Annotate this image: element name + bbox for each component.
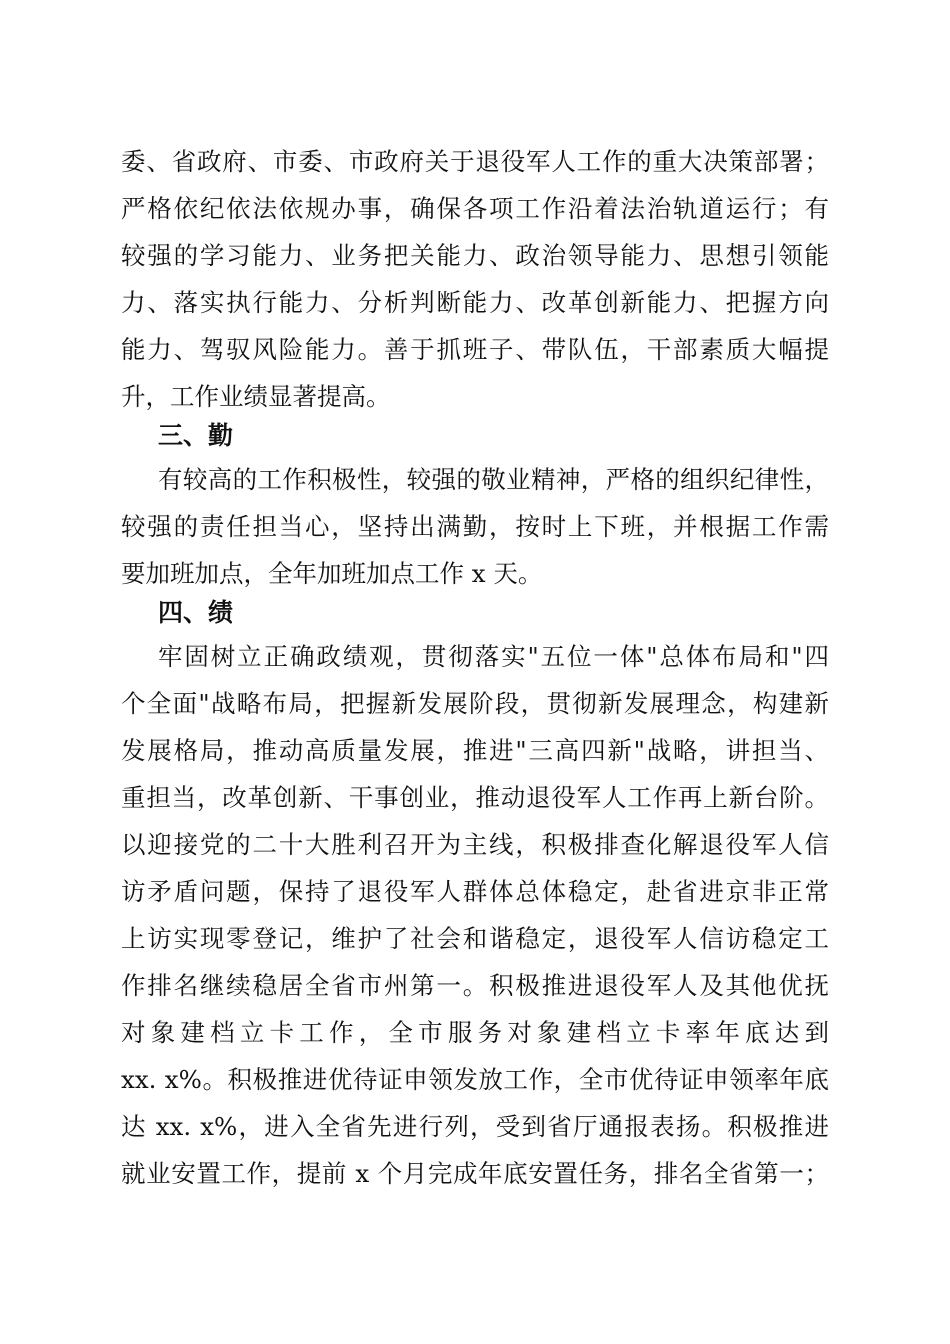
paragraph-line: 以迎接党的二十大胜利召开为主线，积极排查化解退役军人信 xyxy=(121,830,829,859)
paragraph-line: 访矛盾问题，保持了退役军人群体总体稳定，赴省进京非正常 xyxy=(121,877,829,906)
paragraph-line: 较强的学习能力、业务把关能力、政治领导能力、思想引领能 xyxy=(121,241,829,270)
paragraph-line: 较强的责任担当心，坚持出满勤，按时上下班，并根据工作需 xyxy=(121,512,829,541)
paragraph-line: 升，工作业绩显著提高。 xyxy=(121,382,391,411)
paragraph-line: 要加班加点，全年加班加点工作 x 天。 xyxy=(121,559,543,588)
paragraph-line: 有较高的工作积极性，较强的敬业精神，严格的组织纪律性， xyxy=(158,465,829,494)
paragraph-line: 委、省政府、市委、市政府关于退役军人工作的重大决策部署； xyxy=(121,147,829,176)
paragraph-line: 牢固树立正确政绩观，贯彻落实"五位一体"总体布局和"四 xyxy=(158,642,829,671)
paragraph-line: 个全面"战略布局，把握新发展阶段，贯彻新发展理念，构建新 xyxy=(121,689,829,718)
paragraph-line: 力、落实执行能力、分析判断能力、改革创新能力、把握方向 xyxy=(121,288,829,317)
paragraph-line: 达 xx. x%，进入全省先进行列，受到省厅通报表扬。积极推进 xyxy=(121,1112,829,1141)
paragraph-line: 能力、驾驭风险能力。善于抓班子、带队伍，干部素质大幅提 xyxy=(121,335,829,364)
paragraph-line: xx. x%。积极推进优待证申领发放工作，全市优待证申领率年底 xyxy=(121,1065,829,1094)
paragraph-line: 发展格局，推动高质量发展，推进"三高四新"战略，讲担当、 xyxy=(121,736,829,765)
section-heading-performance: 四、绩 xyxy=(158,598,234,627)
paragraph-line: 严格依纪依法依规办事，确保各项工作沿着法治轨道运行；有 xyxy=(121,194,829,223)
paragraph-line: 对象建档立卡工作，全市服务对象建档立卡率年底达到 xyxy=(121,1018,829,1047)
paragraph-line: 上访实现零登记，维护了社会和谐稳定，退役军人信访稳定工 xyxy=(121,924,829,953)
paragraph-line: 就业安置工作，提前 x 个月完成年底安置任务，排名全省第一； xyxy=(121,1159,829,1188)
paragraph-line: 重担当，改革创新、干事创业，推动退役军人工作再上新台阶。 xyxy=(121,783,829,812)
section-heading-diligence: 三、勤 xyxy=(158,421,234,450)
paragraph-line: 作排名继续稳居全省市州第一。积极推进退役军人及其他优抚 xyxy=(121,971,829,1000)
